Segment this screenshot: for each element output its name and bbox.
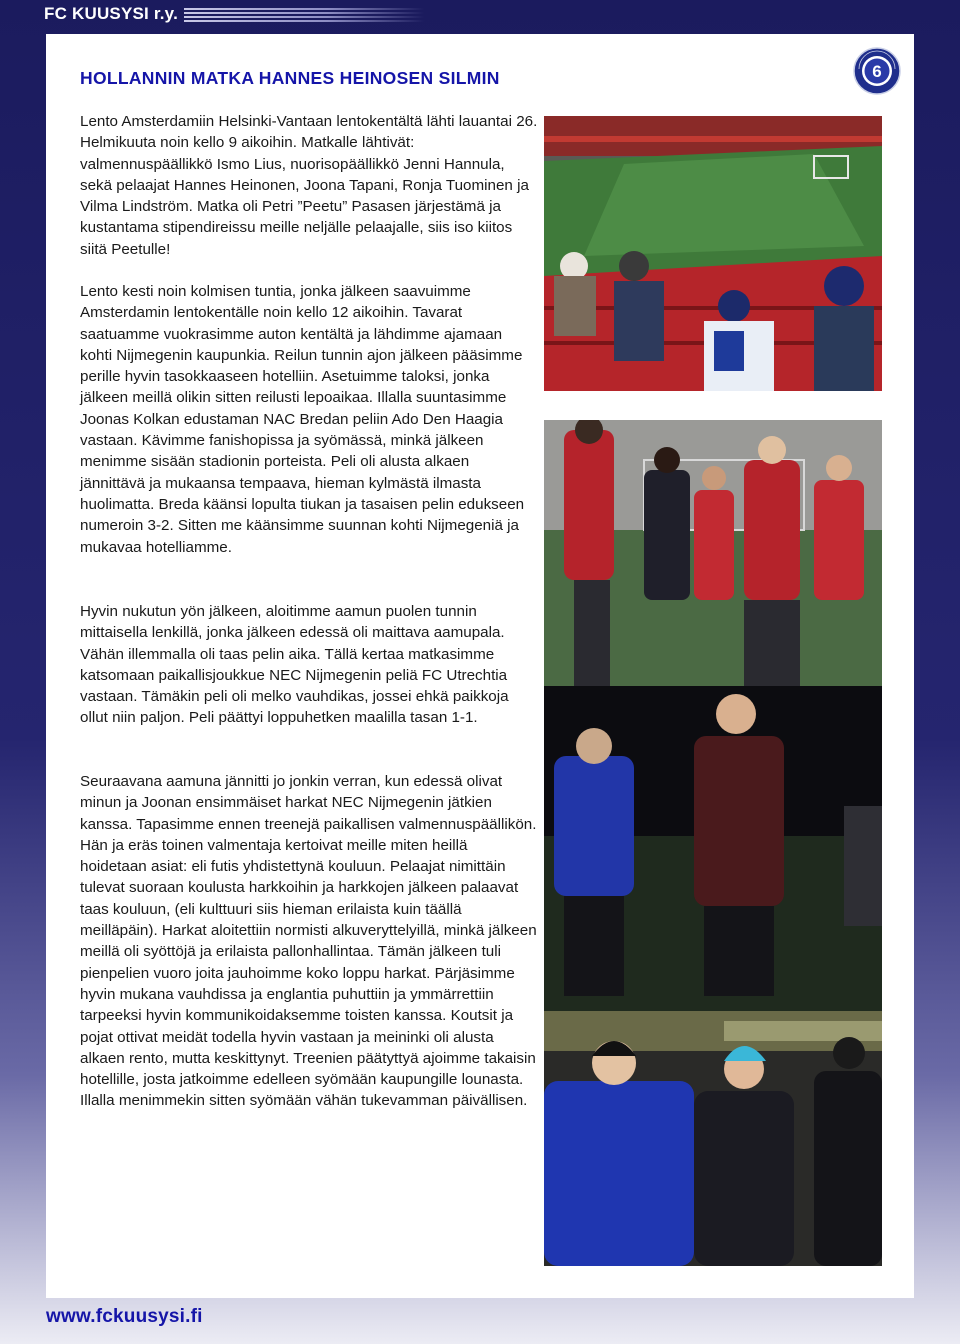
photo-training-group [544, 420, 882, 690]
photo-icon [544, 686, 882, 1016]
paragraph-text: Lento kesti noin kolmisen tuntia, jonka jälkeen saavuimme Amsterdamin lentokentälle noin kello 12 aikoihin. Tavarat saatuamme vuokrasimme auton kentältä ja lähdimme ajamaan kohti Nijmegenin kaupunkia. Reilun tunnin ajon jälkeen pääsimme perille hyvin tasokkaaseen hotelliin. Asetuimme taloksi, jonka jälkeen meillä olikin sitten reilusti lepoaikaa. Illalla suuntasimme Joonas Kolkan edustaman NAC Bredan peliin Ado Den Haagia vastaan. Kävimme fanishopissa ja syömässä, minkä jälkeen menimme sisään stadionin porteista. Peli oli alusta alkaen jännittävä ja mukaansa tempaava, hieman kylmästä ilmasta huolimatta. Breda käänsi lopulta tiukan ja tasaisen pelin edukseen numeroin 3-2. Sitten me käänsimme suunnan kohti Nijmegeniä ja mukavaa hotelliamme. [80, 283, 525, 556]
club-crest-icon [853, 47, 901, 95]
header-stripes [184, 8, 424, 22]
photo-icon [544, 116, 882, 391]
article-title: HOLLANNIN MATKA HANNES HEINOSEN SILMIN [80, 68, 500, 88]
footer-url: www.fckuusysi.fi [46, 1306, 203, 1327]
photo-icon [544, 420, 882, 690]
article-paragraph-4 [80, 771, 538, 1112]
article-paragraph-3 [80, 601, 538, 729]
photo-stadium-stand [544, 116, 882, 391]
photo-icon [544, 1011, 882, 1266]
article-paragraph-1 [80, 111, 538, 260]
svg-text:6: 6 [872, 62, 882, 81]
photo-players-seated [544, 1011, 882, 1266]
brand-name: FC KUUSYSI r.y. [44, 4, 178, 23]
paragraph-text: Seuraavana aamuna jännitti jo jonkin verran, kun edessä olivat minun ja Joonan ensimmäiset harkat NEC Nijmegenin jätkien kanssa. Tapasimme ennen treenejä paikallisen valmennuspäällikön. Hän ja eräs toinen valmentaja kertoivat meille miten heillä hoidetaan asiat: eli futis yhdistettynä kouluun. Pelaajat nimittäin tulevat suoraan koulusta harkkoihin ja harkkojen jälkeen palaavat taas kouluun, (eli kulttuuri siis hieman erilaista kuin täällä meilläpäin). Harkat aloitettiin normisti alkuveryttelyillä, minkä jälkeen meillä oli syöttöjä ja erilaista pallonhallintaa. Tämän jälkeen tuli pienpelien vuoro joita jauhoimme koko loppu harkat. Pärjäsimme hyvin mukana vauhdissa ja englantia puhuttiin ja ymmärrettiin tarpeeksi hyvin kommunikoidaksemme toisten kanssa. Koutsit ja pojat ottivat meidät todella hyvin vastaan ja meininki oli alusta alkaen rento, mutta keskittynyt. Treenien päätyttyä ajoimme takaisin hotellille, josta jatkoimme edelleen syömään kaupungille lounasta. Illalla menimmekin sitten syömään vähän tukevamman päivällisen. [80, 773, 537, 1110]
photo-players-pitch [544, 686, 882, 1016]
paragraph-text: Lento Amsterdamiin Helsinki-Vantaan lentokentältä lähti lauantai 26. Helmikuuta noin kello 9 aikoihin. Matkalle lähtivät: valmennuspäällikkö Ismo Lius, nuorisopäällikkö Jenni Hannula, sekä pelaajat Hannes Heinonen, Joona Tapani, Ronja Tuominen ja Vilma Lindström. Matka oli Petri ”Peetu” Pasasen järjestämä ja kustantama stipendireissu meille neljälle pelaajalle, siis iso kiitos siitä Peetulle! [80, 113, 538, 258]
article-paragraph-2 [80, 281, 538, 558]
top-header-bar [0, 0, 960, 30]
paragraph-text: Hyvin nukutun yön jälkeen, aloitimme aamun puolen tunnin mittaisella lenkillä, jonka jälkeen edessä oli maittava aamupala. Vähän illemmalla oli taas pelin aika. Tällä kertaa matkasimme katsomaan paikallisjoukkue NEC Nijmegenin peliä FC Utrechtia vastaan. Tämäkin peli oli melko vauhdikas, jossei ehkä paikkoja ollut niin paljon. Peli päättyi loppuhetken maalilla tasan 1-1. [80, 603, 509, 727]
